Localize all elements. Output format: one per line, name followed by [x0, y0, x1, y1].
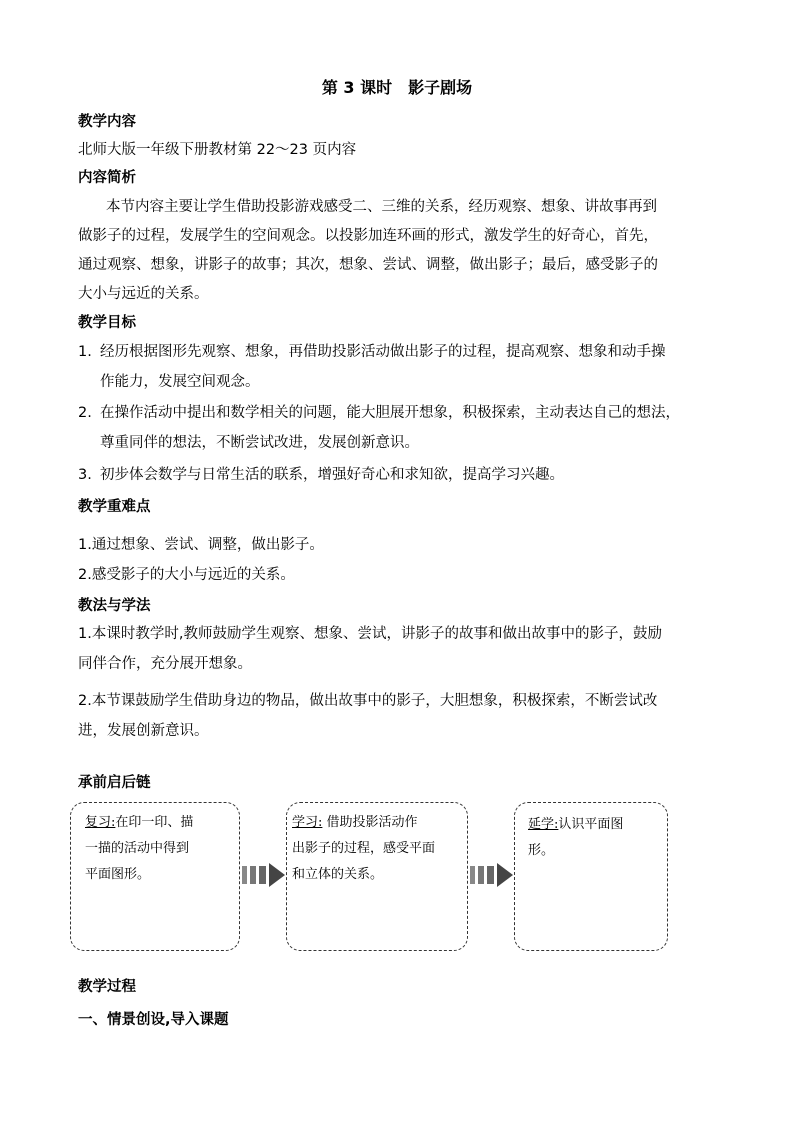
method-line: 2.本节课鼓励学生借助身边的物品，做出故事中的影子，大胆想象，积极探索，不断尝试改: [78, 693, 658, 709]
review-line: 在印一印、描: [115, 815, 194, 830]
page-title: 第 3 课时 影子剧场: [321, 78, 473, 97]
goal-number: 2.: [78, 405, 92, 421]
review-label: 复习:: [85, 815, 116, 830]
goal-line: 作能力，发展空间观念。: [100, 374, 260, 390]
chain-heading: 承前启后链: [78, 775, 151, 791]
goal-line: 初步体会数学与日常生活的联系，增强好奇心和求知欲，提高学习兴趣。: [100, 467, 564, 483]
key-point: 1.通过想象、尝试、调整，做出影子。: [78, 537, 324, 553]
extend-label: 延学:: [528, 817, 559, 832]
content-heading: 教学内容: [78, 114, 136, 130]
review-line: 平面图形。: [85, 867, 151, 882]
brief-line: 做影子的过程，发展学生的空间观念。以投影加连环画的形式，激发学生的好奇心，首先，: [78, 228, 658, 244]
review-box-text: [85, 810, 193, 888]
goal-line: 经历根据图形先观察、想象，再借助投影活动做出影子的过程，提高观察、想象和动手操: [100, 344, 666, 360]
chevron-arrow-icon: [470, 863, 514, 887]
brief-line: 通过观察、想象，讲影子的故事；其次，想象、尝试、调整，做出影子；最后，感受影子的: [78, 257, 658, 273]
extend-line: 认识平面图: [558, 817, 624, 832]
method-line: 进，发展创新意识。: [78, 723, 209, 739]
methods-heading: 教法与学法: [78, 598, 151, 614]
key-point: 2.感受影子的大小与远近的关系。: [78, 567, 295, 583]
goal-line: 尊重同伴的想法，不断尝试改进，发展创新意识。: [100, 435, 419, 451]
learn-line: 借助投影活动作: [322, 815, 418, 830]
learn-label: 学习:: [292, 815, 323, 830]
chevron-arrow-icon: [242, 863, 286, 887]
goal-line: 在操作活动中提出和数学相关的问题，能大胆展开想象，积极探索，主动表达自己的想法，: [100, 405, 680, 421]
learn-line: 出影子的过程，感受平面: [292, 841, 436, 856]
process-heading: 教学过程: [78, 979, 136, 995]
brief-line: 大小与远近的关系。: [78, 286, 209, 302]
content-text: 北师大版一年级下册教材第 22～23 页内容: [78, 142, 357, 158]
brief-line: 本节内容主要让学生借助投影游戏感受二、三维的关系，经历观察、想象、讲故事再到: [106, 199, 657, 215]
process-subheading: 一、情景创设,导入课题: [78, 1012, 229, 1028]
goals-heading: 教学目标: [78, 315, 136, 331]
method-line: 同伴合作，充分展开想象。: [78, 656, 252, 672]
review-line: 一描的活动中得到: [85, 841, 190, 856]
method-line: 1.本课时教学时,教师鼓励学生观察、想象、尝试，讲影子的故事和做出故事中的影子，鼓励: [78, 626, 662, 642]
learn-box-text: [292, 810, 435, 888]
extend-line: 形。: [528, 843, 555, 858]
extend-box-text: [528, 812, 623, 864]
goal-number: 1.: [78, 344, 92, 360]
brief-heading: 内容简析: [78, 170, 136, 186]
goal-number: 3.: [78, 467, 92, 483]
learn-line: 和立体的关系。: [292, 867, 384, 882]
key-points-heading: 教学重难点: [78, 499, 151, 515]
